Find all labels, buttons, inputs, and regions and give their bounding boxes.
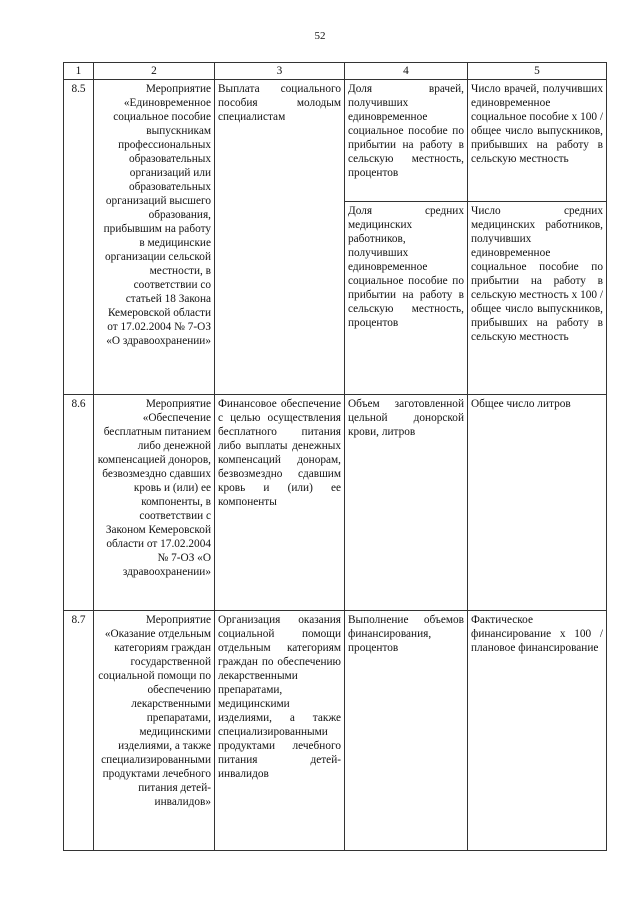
description-cell: Выплата социального пособия молодым специалистам	[215, 80, 345, 395]
event-cell: Мероприятие «Единовременное социальное пособие выпускникам профессиональных образовательных организаций или образовательных организаций высшего образования, прибывшим на работу в медицинские организации сельской местности, в соответствии со статьей 18 Закона Кемеровской области от 17.02.2004 № 7-ОЗ «О здравоохранении»	[94, 80, 215, 395]
formula-cell: Фактическое финансирование х 100 / плановое финансирование	[468, 611, 607, 851]
indicator-cell: Доля врачей, получивших единовременное социальное пособие по прибытии на работу в сельскую местность, процентов	[345, 80, 468, 202]
header-col-3: 3	[215, 63, 345, 80]
indicator-cell: Доля средних медицинских работников, получивших единовременное социальное пособие по прибытии на работу в сельскую местность, процентов	[345, 202, 468, 395]
page-number: 52	[314, 30, 326, 42]
header-col-1: 1	[64, 63, 94, 80]
description-cell: Финансовое обеспечение с целью осуществления бесплатного питания либо выплаты денежных компенсаций донорам, безвозмездно сдавшим кровь и (или) ее компоненты	[215, 395, 345, 611]
row-number: 8.5	[64, 80, 94, 395]
event-cell: Мероприятие «Оказание отдельным категориям граждан государственной социальной помощи по обеспечению лекарственными препаратами, медицинскими изделиями, а также специализированными продуктами лечебного питания детей-инвалидов»	[94, 611, 215, 851]
header-col-5: 5	[468, 63, 607, 80]
formula-cell: Число врачей, получивших единовременное социальное пособие х 100 / общее число выпускников, прибывших на работу в сельскую местность	[468, 80, 607, 202]
table-row-8-7	[64, 611, 607, 851]
table-header-row	[64, 63, 607, 80]
indicator-cell: Объем заготовленной цельной донорской крови, литров	[345, 395, 468, 611]
table-row-8-5	[64, 80, 607, 202]
indicators-table	[63, 62, 607, 851]
row-number: 8.7	[64, 611, 94, 851]
header-col-2: 2	[94, 63, 215, 80]
indicator-cell: Выполнение объемов финансирования, процентов	[345, 611, 468, 851]
header-col-4: 4	[345, 63, 468, 80]
description-cell: Организация оказания социальной помощи отдельным категориям граждан по обеспечению лекарственными препаратами, медицинскими изделиями, а также специализированными продуктами лечебного питания детей-инвалидов	[215, 611, 345, 851]
event-cell: Мероприятие «Обеспечение бесплатным питанием либо денежной компенсацией доноров, безвозмездно сдавших кровь и (или) ее компоненты, в соответствии с Законом Кемеровской области от 17.02.2004 № 7-ОЗ «О здравоохранении»	[94, 395, 215, 611]
table-row-8-6	[64, 395, 607, 611]
formula-cell: Число средних медицинских работников, получивших единовременное социальное пособие по прибытии на работу в сельскую местность х 100 / общее число выпускников, прибывших на работу в сельскую местность	[468, 202, 607, 395]
row-number: 8.6	[64, 395, 94, 611]
formula-cell: Общее число литров	[468, 395, 607, 611]
